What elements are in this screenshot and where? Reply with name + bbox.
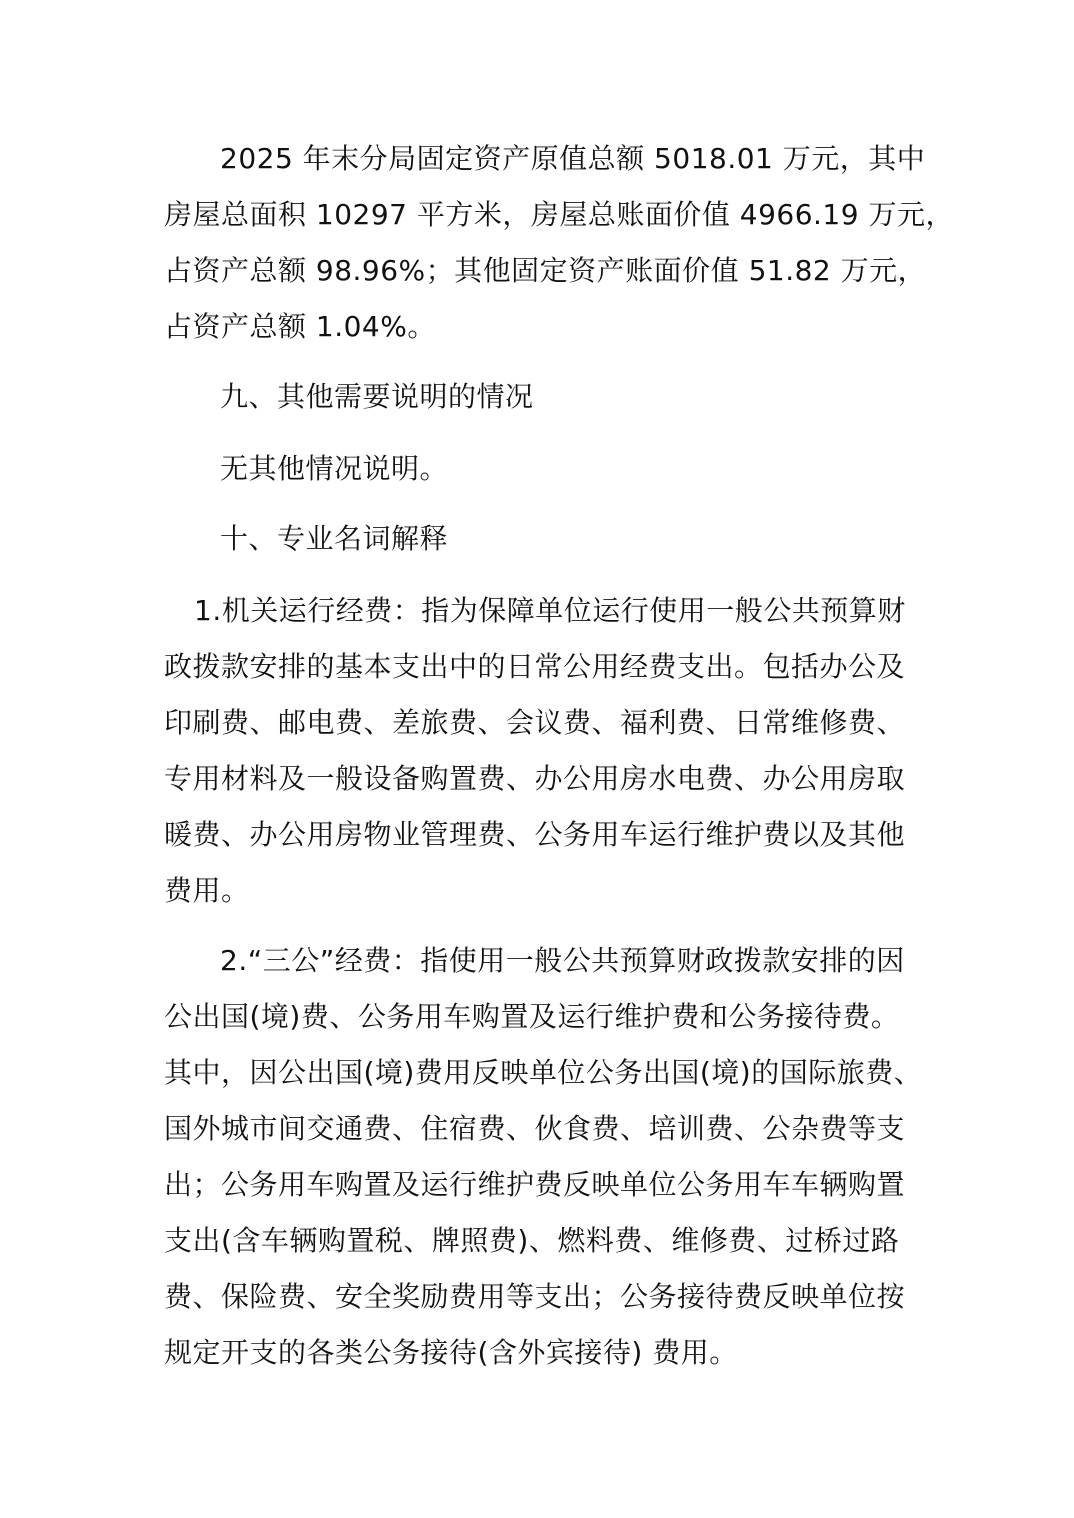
section-text-other: 无其他情况说明。 [220, 452, 449, 485]
assets-paragraph-line-2: 房屋总面积 10297 平方米，房屋总账面价值 4966.19 万元， [164, 198, 954, 231]
term1-line-6: 费用。 [164, 874, 250, 907]
term1-line-5: 暖费、办公用房物业管理费、公务用车运行维护费以及其他 [164, 818, 906, 851]
section-heading-terms: 十、专业名词解释 [220, 522, 449, 555]
term2-line-3: 其中，因公出国(境)费用反映单位公务出国(境)的国际旅费、 [164, 1056, 923, 1089]
term2-line-8: 规定开支的各类公务接待(含外宾接待) 费用。 [164, 1336, 738, 1369]
section-heading-other: 九、其他需要说明的情况 [220, 380, 534, 413]
assets-paragraph-line-3: 占资产总额 98.96%；其他固定资产账面价值 51.82 万元， [164, 254, 927, 287]
term2-line-4: 国外城市间交通费、住宿费、伙食费、培训费、公杂费等支 [164, 1112, 906, 1145]
assets-paragraph-line-1: 2025 年末分局固定资产原值总额 5018.01 万元，其中 [220, 142, 926, 175]
term2-line-2: 公出国(境)费、公务用车购置及运行维护费和公务接待费。 [164, 1000, 900, 1033]
term2-line-5: 出；公务用车购置及运行维护费反映单位公务用车车辆购置 [164, 1168, 906, 1201]
assets-paragraph-line-4: 占资产总额 1.04%。 [164, 310, 436, 343]
term1-line-4: 专用材料及一般设备购置费、办公用房水电费、办公用房取 [164, 762, 906, 795]
term1-line-1: 1.机关运行经费：指为保障单位运行使用一般公共预算财 [194, 594, 906, 627]
term1-line-2: 政拨款安排的基本支出中的日常公用经费支出。包括办公及 [164, 650, 906, 683]
term2-line-1: 2.“三公”经费：指使用一般公共预算财政拨款安排的因 [220, 944, 905, 977]
term1-line-3: 印刷费、邮电费、差旅费、会议费、福利费、日常维修费、 [164, 706, 906, 739]
term2-line-7: 费、保险费、安全奖励费用等支出；公务接待费反映单位按 [164, 1280, 906, 1313]
term2-line-6: 支出(含车辆购置税、牌照费)、燃料费、维修费、过桥过路 [164, 1224, 900, 1257]
